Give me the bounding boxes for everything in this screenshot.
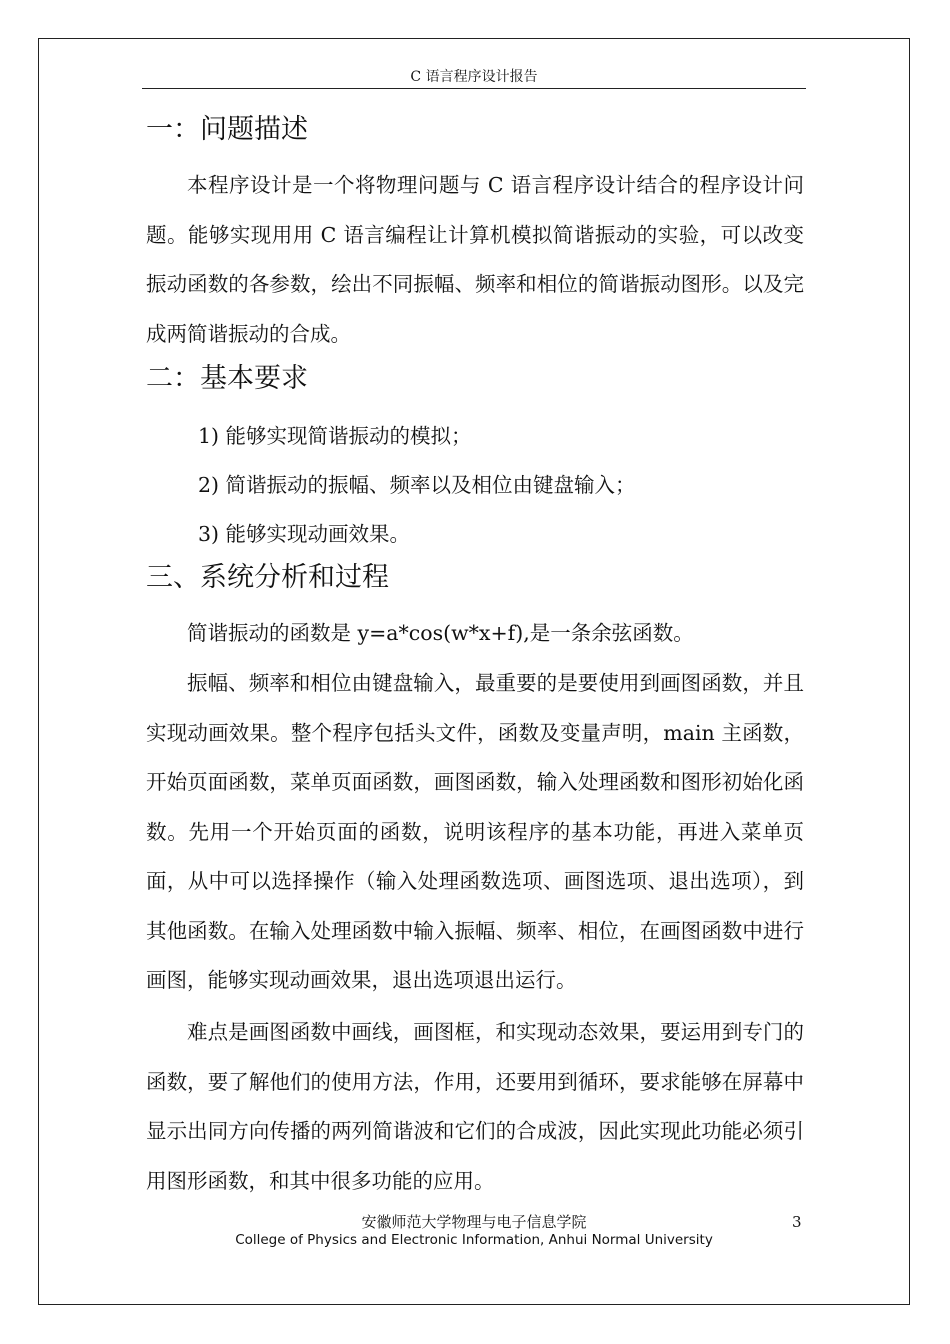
requirement-item: 2) 简谐振动的振幅、频率以及相位由键盘输入；	[198, 473, 636, 497]
footer-institution-en: College of Physics and Electronic Information, Anhui Normal University	[235, 1232, 713, 1248]
page-header: C 语言程序设计报告	[410, 69, 538, 85]
section-heading-analysis: 三、系统分析和过程	[146, 562, 389, 593]
page-number: 3	[792, 1213, 802, 1231]
section1-paragraph: 本程序设计是一个将物理问题与 C 语言程序设计结合的程序设计问题。能够实现用用 C 语言编程让计算机模拟简谐振动的实验，可以改变振动函数的各参数，绘出不同振幅、频率和相位的简谐振动图形。以及完成两简谐振动的合成。	[146, 173, 804, 346]
section3-paragraph: 振幅、频率和相位由键盘输入，最重要的是要使用到画图函数，并且实现动画效果。整个程序包括头文件，函数及变量声明，main 主函数，开始页面函数，菜单页面函数，画图函数，输入处理函数和图形初始化函数。先用一个开始页面的函数，说明该程序的基本功能，再进入菜单页面，从中可以选择操作（输入处理函数选项、画图选项、退出选项），到其他函数。在输入处理函数中输入振幅、频率、相位，在画图函数中进行画图，能够实现动画效果，退出选项退出运行。	[146, 671, 804, 992]
requirement-item: 1) 能够实现简谐振动的模拟；	[198, 424, 472, 448]
section3-paragraph: 难点是画图函数中画线，画图框，和实现动态效果，要运用到专门的函数，要了解他们的使用方法，作用，还要用到循环，要求能够在屏幕中显示出同方向传播的两列简谐波和它们的合成波，因此实现此功能必须引用图形函数，和其中很多功能的应用。	[146, 1020, 804, 1193]
footer-institution-cn: 安徽师范大学物理与电子信息学院	[361, 1213, 587, 1231]
section-heading-problem: 一：问题描述	[146, 114, 308, 145]
requirement-item: 3) 能够实现动画效果。	[198, 522, 411, 546]
header-rule	[142, 88, 806, 89]
section-heading-requirements: 二：基本要求	[146, 363, 308, 394]
section3-paragraph: 简谐振动的函数是 y=a*cos(w*x+f),是一条余弦函数。	[187, 621, 694, 645]
